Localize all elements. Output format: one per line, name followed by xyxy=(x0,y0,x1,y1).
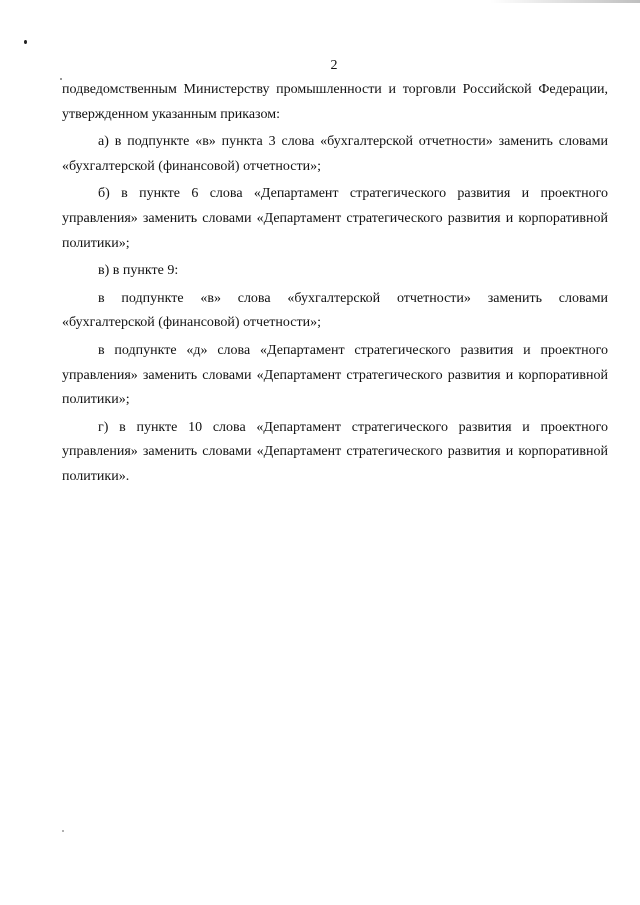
paragraph-subitem-v: в подпункте «в» слова «бухгалтерской отчетности» заменить словами «бухгалтерской (финансовой) отчетности»; xyxy=(62,290,608,331)
page-number: 2 xyxy=(330,58,338,73)
paragraph-item-a: а) в подпункте «в» пункта 3 слова «бухгалтерской отчетности» заменить словами «бухгалтерской (финансовой) отчетности»; xyxy=(62,134,608,174)
scan-speck xyxy=(62,830,64,832)
document-body xyxy=(62,78,608,490)
scan-edge-shadow xyxy=(490,0,640,3)
paragraph-continuation: подведомственным Министерству промышленности и торговли Российской Федерации, утвержденном указанным приказом: xyxy=(62,82,608,122)
paragraph-item-g: г) в пункте 10 слова «Департамент стратегического развития и проектного управления» заменить словами «Департамент стратегического развития и корпоративной политики». xyxy=(62,419,608,484)
scan-speck xyxy=(24,40,27,44)
paragraph-subitem-d: в подпункте «д» слова «Департамент стратегического развития и проектного управления» заменить словами «Департамент стратегического развития и корпоративной политики»; xyxy=(62,342,608,408)
paragraph-item-v: в) в пункте 9: xyxy=(98,263,179,279)
paragraph-item-b: б) в пункте 6 слова «Департамент стратегического развития и проектного управления» заменить словами «Департамент стратегического развития и корпоративной политики»; xyxy=(62,186,608,251)
